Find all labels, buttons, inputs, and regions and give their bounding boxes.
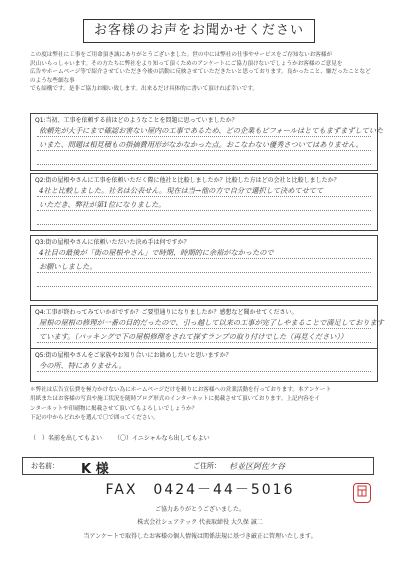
question-3-answer-line[interactable]: お願いしました。: [39, 262, 97, 271]
answer-line: [37, 258, 371, 259]
choice-name-ok[interactable]: （ ）名前を出してもよい: [30, 435, 103, 442]
question-2-label: Q2:街の屋根やさんに工事を依頼いただく際に他社と比較しましたか？比較した方はどの会社と比較しましたか？: [35, 177, 340, 184]
thanks-text: ご協力ありがとうございました。: [154, 506, 245, 513]
answer-line: [37, 342, 371, 343]
page-title: お客様のお声をお聞かせください: [83, 19, 315, 43]
answer-line: [37, 224, 371, 225]
privacy-notice: 当アンケートで取得したお客様の個人情報は関係法規に基づき厳正に管理いたします。: [83, 533, 317, 540]
name-field[interactable]: K 様: [81, 462, 109, 477]
question-5-answer-line[interactable]: 今の所、特にありません。: [39, 361, 126, 370]
question-2-answer-line[interactable]: いただき、弊社が第1位になりました。: [39, 200, 166, 209]
notes-line: 下記の中からどれかを選んで〇で囲ってください。: [30, 414, 159, 421]
intro-line: この度は弊社に工事をご用命頂き誠にありがとうございました。世の中には弊社の仕事やサービスをご存知ないお客様が: [30, 52, 333, 58]
answer-line: [37, 150, 371, 151]
question-1-box: [30, 113, 384, 171]
answer-line: [37, 210, 371, 211]
answer-line: [37, 328, 371, 329]
choice-initial-ok[interactable]: （〇）イニシャルなら出してもよい: [113, 435, 210, 442]
company-name: 株式会社シェアテック 代表取締役 大久保 誠二: [137, 519, 263, 526]
intro-line: 広告やホームページ等で紹介させていただき今後の活動に反映させていただきたいと思っております。良かったこと、嫌だったことなどのような些細な事: [30, 69, 371, 84]
consent-notes: [30, 386, 380, 423]
question-3-label: Q3:街の屋根やさんに依頼いただいた決め手は何ですか？: [35, 239, 190, 246]
answer-line: [37, 136, 371, 137]
question-1-answer-line[interactable]: いまた、問題は相見積もの指摘費用形がなかなかった点。おこなわない優秀さついてはありません。: [39, 140, 363, 149]
publish-choices: [30, 433, 220, 442]
question-2-answer-line[interactable]: 4社と比較しました。社名は公表せん。現在は当→他の方で自分で選択して決めてせてて: [39, 186, 324, 195]
answer-line: [37, 196, 371, 197]
question-3-box: [30, 235, 378, 301]
fax-number: FAX 0424－44－5016: [105, 482, 295, 498]
question-1-label: Q1:当初、工事を依頼する前はどのようなことを問題に思っていましたか？: [35, 117, 238, 124]
question-4-box: [30, 305, 384, 349]
question-2-box: [30, 173, 378, 231]
seal-icon: [356, 484, 368, 498]
question-4-answer-line[interactable]: ています。（パッキングで下の屋根修理をされて探すランプの取り付けでした（再見ください））: [39, 332, 348, 341]
question-5-box: [30, 348, 378, 382]
name-label: お名前：: [31, 462, 59, 470]
answer-line: [37, 286, 371, 287]
intro-line: 沢山いらっしゃいます。その方たちに弊社をより知って頂くためのアンケートにご協力頂けないでしょうかお客様のご意見を: [30, 60, 343, 67]
intro-line: でも結構です。是非ご協力お願い致します。出来るだけ具体的に書いて頂ければ幸いです。: [30, 86, 259, 93]
answer-line: [37, 371, 371, 372]
intro-text: [30, 51, 376, 94]
question-5-label: Q5:街の屋根やさんをご家族やお知り合いにお勧めしたいと思いますか？: [35, 352, 232, 359]
answer-line: [37, 272, 371, 273]
customer-info-box: [22, 457, 374, 475]
address-field[interactable]: 杉並区阿佐ケ谷: [229, 462, 285, 471]
notes-line: ＊弊社は広告宣伝費を極力かけない為にホームページだけを頼りにお客様への営業活動を行っております。本アンケート: [30, 387, 332, 393]
seal-stamp: [353, 483, 371, 503]
answer-line: [37, 164, 371, 165]
address-label: ご住所：: [193, 462, 221, 470]
notes-line: ンターネットや印刷物に掲載させて頂いてもよろしいでしょうか？: [30, 405, 198, 412]
notes-line: 用紙またはお客様の写真や施工状況を随時ブログ形式のインターネットに掲載させて頂いております。上記内容をイ: [30, 396, 320, 403]
question-3-answer-line[interactable]: 4社目の最後が「街の屋根やさん」で時期、時期的に余裕がなかったので: [39, 248, 274, 257]
question-4-label: Q4:工事が終わってみていかがですか？ご要望通りになりましたか？感想など聞かせてください。: [35, 309, 298, 316]
question-4-answer-line[interactable]: 屋根の屋根の修理が一番の目的だったので、引っ越して以来の工事が完了しやまることで満足しております: [39, 318, 384, 327]
question-1-answer-line[interactable]: 依頼先が大手にまで確認お害ない屋内の工事であるため、どの企業もビフォールはとてもまずまずしていた: [39, 126, 384, 135]
